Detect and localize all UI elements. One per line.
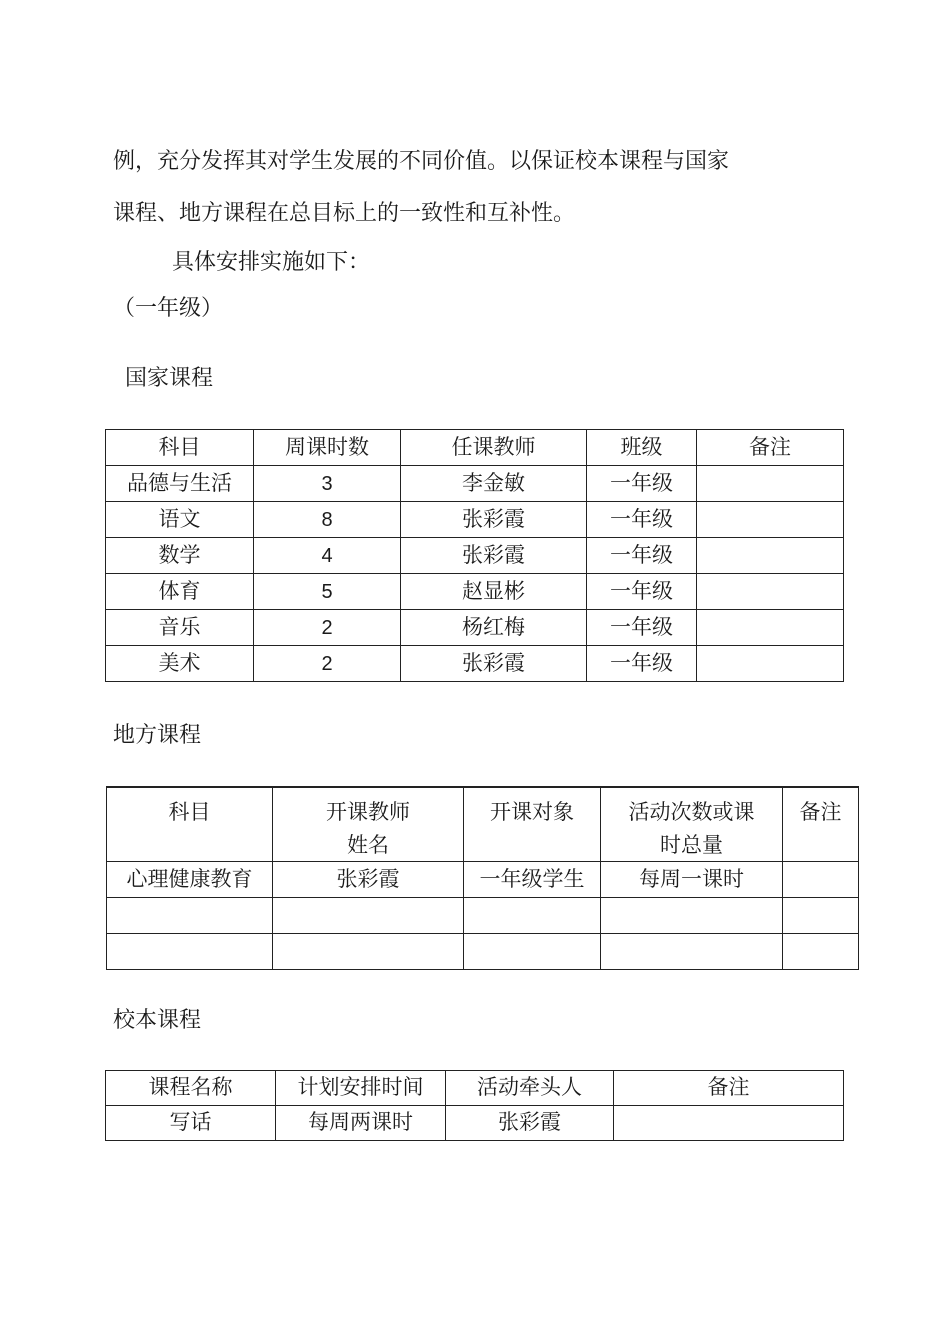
teacher-cell: 张彩霞	[401, 538, 587, 574]
weekly-hours-cell: 2	[254, 610, 401, 646]
header-line: 时总量	[660, 832, 723, 857]
subject-cell: 音乐	[106, 610, 254, 646]
grade-heading: （一年级）	[113, 296, 224, 321]
header-cell: 计划安排时间	[276, 1071, 446, 1106]
header-cell	[273, 787, 464, 862]
remark-cell	[697, 466, 844, 502]
leader-cell: 张彩霞	[446, 1106, 614, 1141]
table-row	[106, 538, 844, 574]
table-row	[106, 646, 844, 682]
header-line: 活动次数或课	[628, 800, 755, 824]
header-cell: 课程名称	[106, 1071, 276, 1106]
table-row	[106, 466, 844, 502]
table-header-row	[106, 430, 844, 466]
remark-cell	[697, 538, 844, 574]
class-cell: 一年级	[587, 574, 697, 610]
local-course-title: 地方课程	[113, 723, 202, 748]
weekly-hours-cell: 8	[254, 502, 401, 538]
local-course-table	[106, 786, 859, 970]
header-cell: 开课对象	[464, 787, 601, 862]
school-course-table	[105, 1070, 844, 1141]
header-cell: 班级	[587, 430, 697, 466]
header-cell: 科目	[106, 430, 254, 466]
subject-cell: 体育	[106, 574, 254, 610]
subject-cell: 语文	[106, 502, 254, 538]
subject-cell: 心理健康教育	[107, 862, 273, 898]
teacher-cell: 张彩霞	[401, 646, 587, 682]
schedule-cell: 每周两课时	[276, 1106, 446, 1141]
school-course-title: 校本课程	[113, 1008, 202, 1033]
table-row	[106, 574, 844, 610]
weekly-hours-cell: 3	[254, 466, 401, 502]
teacher-cell: 杨红梅	[401, 610, 587, 646]
teacher-cell: 赵显彬	[401, 574, 587, 610]
subject-cell: 美术	[106, 646, 254, 682]
audience-cell	[464, 898, 601, 934]
subject-cell: 品德与生活	[106, 466, 254, 502]
count-cell	[601, 898, 783, 934]
header-cell: 备注	[614, 1071, 844, 1106]
header-cell: 任课教师	[401, 430, 587, 466]
weekly-hours-cell: 4	[254, 538, 401, 574]
remark-cell	[697, 574, 844, 610]
table-header-row	[106, 1071, 844, 1106]
table-row	[106, 502, 844, 538]
remark-cell	[783, 898, 859, 934]
header-cell: 活动牵头人	[446, 1071, 614, 1106]
intro-line-1: 例，充分发挥其对学生发展的不同价值。以保证校本课程与国家	[113, 149, 730, 174]
header-cell: 备注	[783, 787, 859, 862]
class-cell: 一年级	[587, 610, 697, 646]
remark-cell	[697, 502, 844, 538]
remark-cell	[614, 1106, 844, 1141]
class-cell: 一年级	[587, 538, 697, 574]
remark-cell	[783, 862, 859, 898]
header-cell: 备注	[697, 430, 844, 466]
count-cell: 每周一课时	[601, 862, 783, 898]
national-course-table	[105, 429, 844, 682]
subject-cell: 数学	[106, 538, 254, 574]
weekly-hours-cell: 2	[254, 646, 401, 682]
audience-cell: 一年级学生	[464, 862, 601, 898]
intro-line-2: 课程、地方课程在总目标上的一致性和互补性。	[113, 201, 576, 226]
audience-cell	[464, 934, 601, 970]
remark-cell	[697, 646, 844, 682]
teacher-cell	[273, 934, 464, 970]
table-row	[107, 898, 859, 934]
table-row	[107, 934, 859, 970]
subject-cell	[107, 934, 273, 970]
count-cell	[601, 934, 783, 970]
course-name-cell: 写话	[106, 1106, 276, 1141]
national-course-title: 国家课程	[125, 366, 214, 391]
class-cell: 一年级	[587, 646, 697, 682]
teacher-cell: 李金敏	[401, 466, 587, 502]
remark-cell	[783, 934, 859, 970]
class-cell: 一年级	[587, 502, 697, 538]
class-cell: 一年级	[587, 466, 697, 502]
table-header-row	[107, 787, 859, 862]
remark-cell	[697, 610, 844, 646]
table-row	[106, 1106, 844, 1141]
weekly-hours-cell: 5	[254, 574, 401, 610]
teacher-cell: 张彩霞	[401, 502, 587, 538]
table-row	[106, 610, 844, 646]
teacher-cell: 张彩霞	[273, 862, 464, 898]
teacher-cell	[273, 898, 464, 934]
header-line: 开课教师	[326, 800, 410, 824]
intro-line-3: 具体安排实施如下：	[172, 250, 371, 275]
header-cell: 科目	[107, 787, 273, 862]
subject-cell	[107, 898, 273, 934]
header-cell: 周课时数	[254, 430, 401, 466]
header-cell	[601, 787, 783, 862]
table-row	[107, 862, 859, 898]
header-line: 姓名	[347, 832, 389, 857]
